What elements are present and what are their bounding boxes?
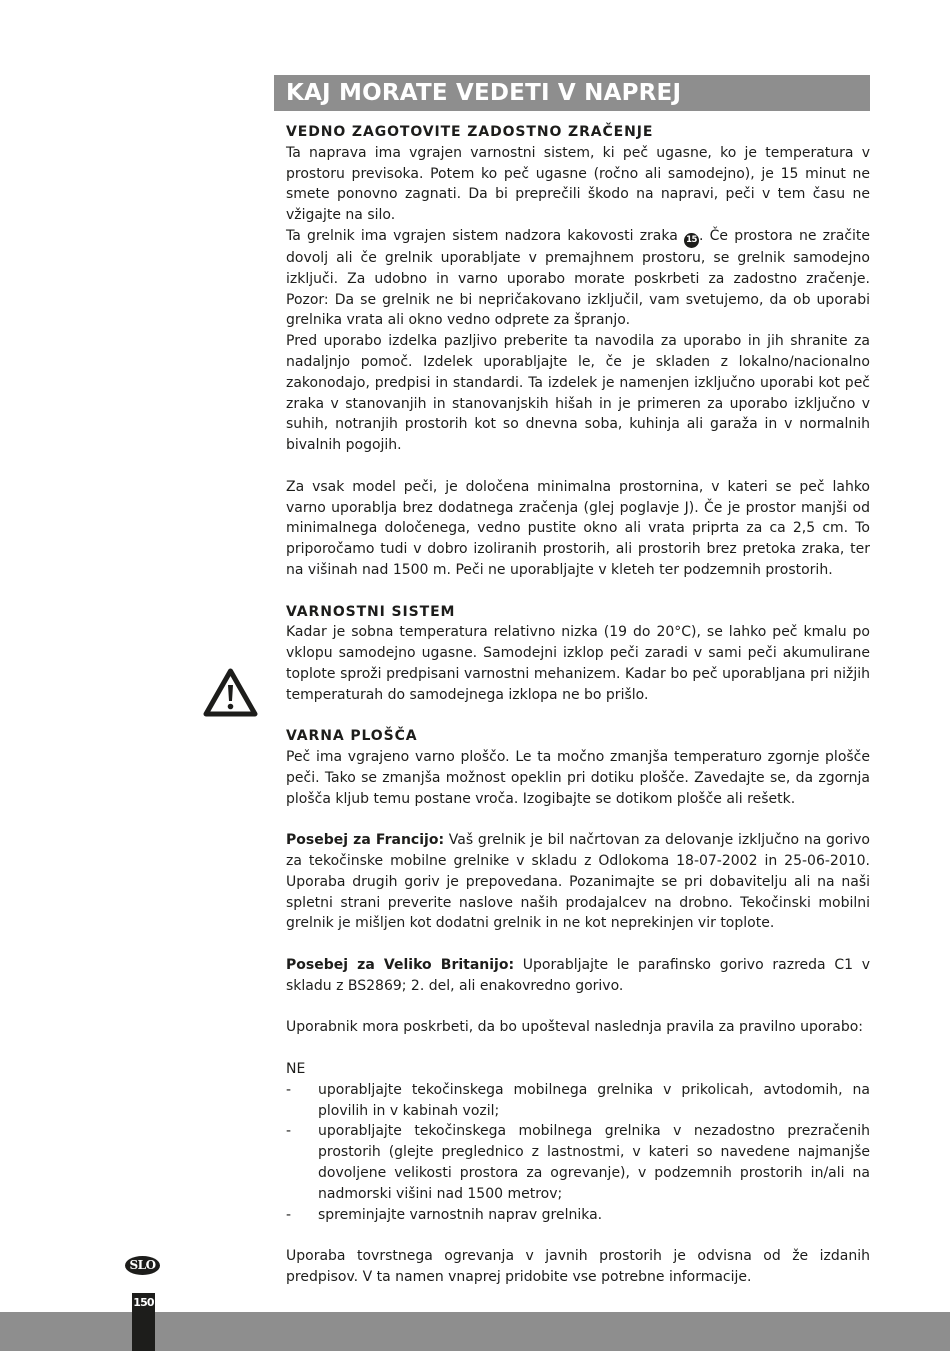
list-item: [286, 1205, 870, 1226]
paragraph-text: Ta grelnik ima vgrajen sistem nadzora kakovosti zraka: [286, 227, 678, 244]
paragraph: Ta naprava ima vgrajen varnostni sistem, ki peč ugasne, ko je temperatura v prostoru previsoka. Potem ko peč ugasne (ročno ali samodejno), je 15 minut ne smete ponovno zagnati. Da bi preprečili škodo na napravi, peči v tem času ne vžigajte na silo.: [286, 144, 870, 224]
paragraph: Za vsak model peči, je določena minimalna prostornina, v kateri se peč lahko varno uporablja brez dodatnega zračenja (glej poglavje J). Če je prostor manjši od minimalnega določenega, vedno pustite okno ali vrata priprta za ca 2,5 cm. To priporočamo tudi v dobro izoliranih prostorih, ali prostorih brez pretoka zraka, ter na višinah nad 1500 m. Peči ne uporabljajte v kleteh ter podzemnih prostorih.: [286, 478, 870, 578]
paragraph-text: Uporabljajte le parafinsko gorivo razreda C1 v skladu z BS2869; 2. del, ali enakovredno gorivo.: [286, 957, 871, 994]
lead-label: Posebej za Veliko Britanijo:: [286, 957, 515, 974]
page-number: 150: [132, 1293, 155, 1351]
language-badge: SLO: [125, 1256, 160, 1275]
paragraph-uk: [286, 955, 870, 997]
list-item-text: uporabljajte tekočinskega mobilnega grelnika v nezadostno prezračenih prostorih (glejte preglednico z lastnostmi, v kateri so navedene najmanjše dovoljene velikosti prostora za ogrevanje), v podzemnih prostorih in/ali na nadmorski višini nad 1500 metrov;: [318, 1123, 870, 1202]
list-dash: -: [286, 1123, 292, 1140]
list-item-text: spreminjajte varnostnih naprav grelnika.: [318, 1206, 603, 1223]
list-item: [286, 1121, 870, 1204]
paragraph-france: [286, 830, 870, 934]
paragraph: Kadar je sobna temperatura relativno nizka (19 do 20°C), se lahko peč kmalu po vklopu samodejno ugasne. Samodejni izklop peči zaradi v sami peči akumulirane toplote sproži predpisani varnostni mehanizem. Kadar bo peč uporabljana pri nižjih temperaturah do samodejnega izklopa ne bo prišlo.: [286, 624, 870, 703]
list-heading: NE: [286, 1061, 306, 1078]
paragraph: Uporaba tovrstnega ogrevanja v javnih prostorih je odvisna od že izdanih predpisov. V ta namen vnaprej pridobite vse potrebne informacije.: [286, 1248, 870, 1286]
list-dash: -: [286, 1081, 292, 1098]
lead-label: Posebej za Francijo:: [286, 832, 445, 849]
rules-list: [286, 1080, 870, 1226]
list-item: [286, 1080, 870, 1122]
page-title: KAJ MORATE VEDETI V NAPREJ: [274, 75, 870, 111]
paragraph-text: Vaš grelnik je bil načrtovan za delovanje izključno na gorivo za tekočinske mobilne grelnike v skladu z Odlokoma 18-07-2002 in 25-06-2010. Uporaba drugih goriv je prepovedana. Pozanimajte se pri dobavitelju ali na naši spletni strani preverite naslove naših prodajalcev na drobno. Tekočinski mobilni grelnik je mišljen kot dodatni grelnik in ne kot neprekinjen vir toplote.: [286, 832, 870, 932]
list-item-text: uporabljajte tekočinskega mobilnega grelnika v prikolicah, avtodomih, na plovilih in v kabinah vozil;: [318, 1081, 870, 1119]
warning-triangle-icon: [203, 668, 258, 718]
section-heading-safety-system: VARNOSTNI SISTEM: [286, 603, 456, 620]
list-dash: -: [286, 1206, 292, 1223]
paragraph-text: . Če prostora ne zračite dovolj ali če grelnik uporabljate v premajhnem prostoru, se grelnik samodejno izključi. Za udobno in varno uporabo morate poskrbeti za zadostno zračenje. Pozor: Da se grelnik ne bi nepričakovano izključil, vam svetujemo, da ob uporabi grelnika vrata ali okno vedno odprete za špranjo.: [286, 227, 871, 329]
paragraph: Peč ima vgrajeno varno ploščo. Le ta močno zmanjša temperaturo zgornje plošče peči. Tako se zmanjša možnost opeklin pri dotiku plošče. Zavedajte se, da zgornja plošča kljub temu postane vroča. Izogibajte se dotikom plošče ali rešetk.: [286, 749, 870, 807]
section-heading-ventilation: VEDNO ZAGOTOVITE ZADOSTNO ZRAČENJE: [286, 124, 654, 140]
component-number-marker: 15: [684, 233, 699, 248]
paragraph: Pred uporabo izdelka pazljivo preberite ta navodila za uporabo in jih shranite za nadaljnjo pomoč. Izdelek uporabljajte le, če je skladen z lokalno/nacionalno zakonodajo, predpisi in standardi. Ta izdelek je namenjen izključno uporabi kot peč zraka v stanovanjih in stanovanjskih hišah in je primeren za uporabo izključno v suhih, notranjih prostorih kot so dnevna soba, kuhinja ali garaža in v normalnih bivalnih pogojih.: [286, 333, 870, 454]
paragraph: [286, 226, 870, 331]
section-heading-safety-plate: VARNA PLOŠČA: [286, 728, 418, 745]
paragraph: Uporabnik mora poskrbeti, da bo upošteval naslednja pravila za pravilno uporabo:: [286, 1019, 863, 1036]
main-content: [286, 122, 870, 1288]
